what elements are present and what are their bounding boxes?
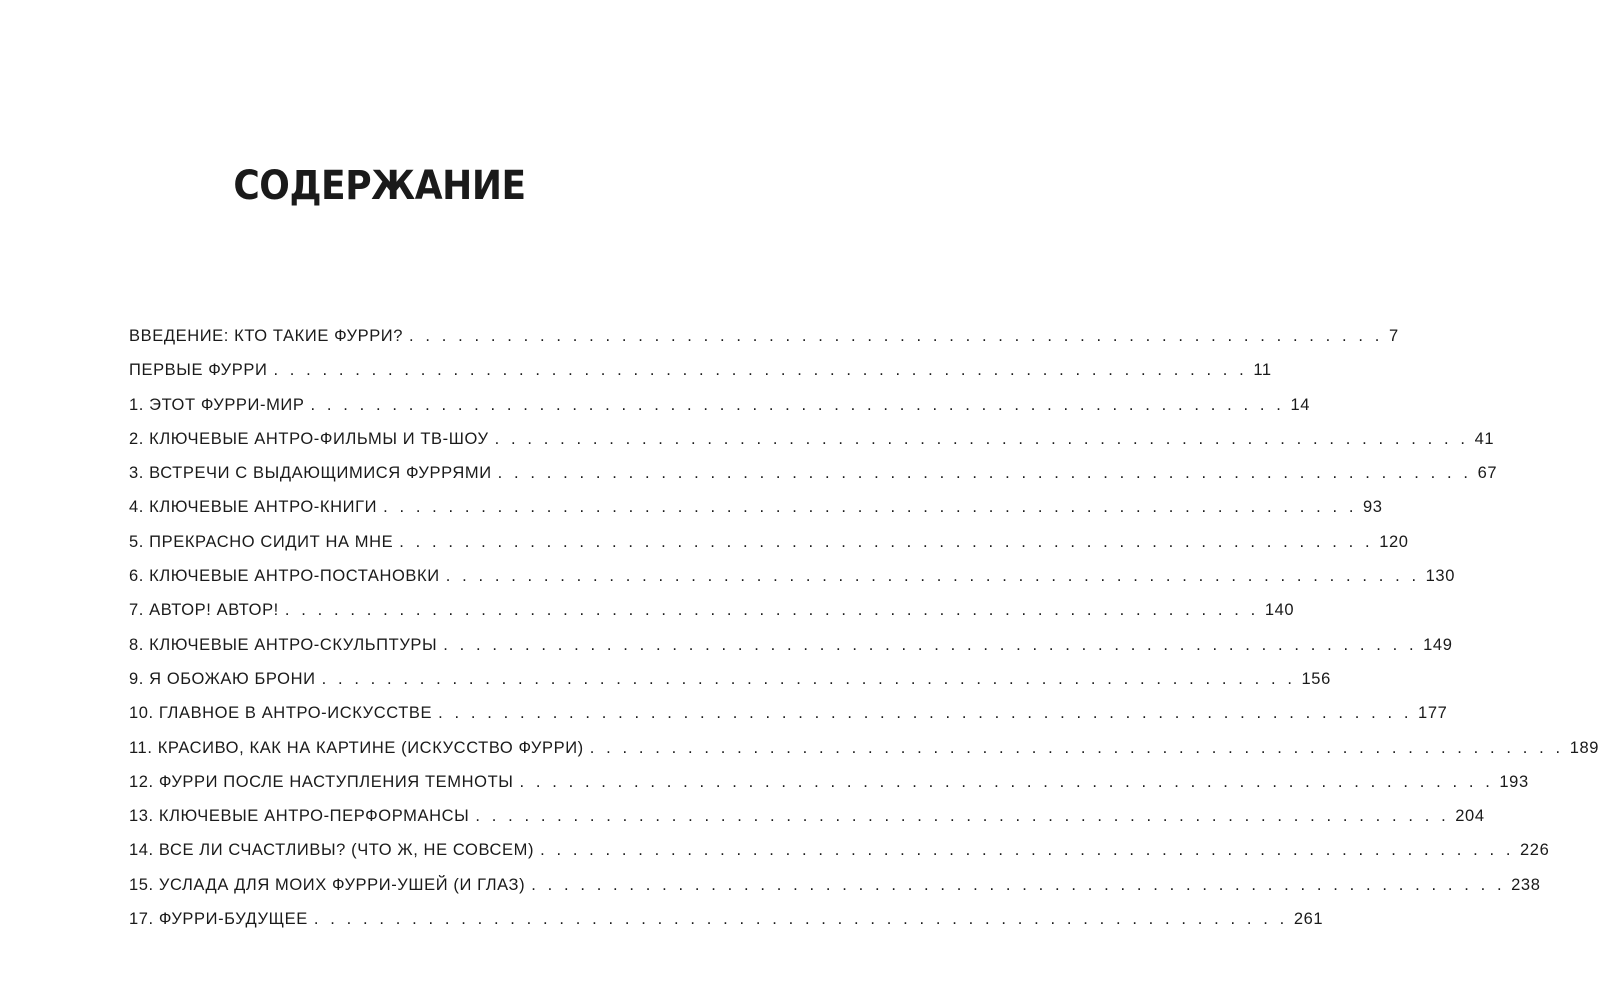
toc-entry-title: 15. УСЛАДА ДЛЯ МОИХ ФУРРИ-УШЕЙ (И ГЛАЗ) [129, 875, 526, 894]
dot-leader: . . . . . . . . . . . . . . . . . . . . . . . . . . . . . . . . . . . . . . . . . . . . . . . . . . . . . . . . . . . . [519, 772, 1494, 791]
dot-leader: . . . . . . . . . . . . . . . . . . . . . . . . . . . . . . . . . . . . . . . . . . . . . . . . . . . . . . . . . . . . [383, 498, 1358, 517]
toc-entry-title: ВВЕДЕНИЕ: КТО ТАКИЕ ФУРРИ? [129, 327, 404, 345]
toc-entry[interactable] [129, 601, 1295, 635]
toc-entry-page: 93 [1363, 498, 1383, 517]
toc-entry[interactable] [129, 704, 1448, 738]
dot-leader: . . . . . . . . . . . . . . . . . . . . . . . . . . . . . . . . . . . . . . . . . . . . . . . . . . . . . . . . . . . . [589, 738, 1564, 757]
toc-entry[interactable] [129, 807, 1485, 841]
toc-entry[interactable] [129, 532, 1409, 567]
toc-entry-title: 8. КЛЮЧЕВЫЕ АНТРО-СКУЛЬПТУРЫ [129, 635, 438, 654]
toc-entry-title: 7. АВТОР! АВТОР! [129, 601, 279, 620]
toc-entry[interactable] [129, 327, 1399, 361]
toc-entry-title: 17. ФУРРИ-БУДУЩЕЕ [129, 910, 308, 929]
toc-entry-title: ПЕРВЫЕ ФУРРИ [129, 361, 268, 380]
toc-entry[interactable] [129, 841, 1550, 875]
toc-entry[interactable] [129, 669, 1331, 704]
toc-entry-title: 11. КРАСИВО, КАК НА КАРТИНЕ (ИСКУССТВО ФУРРИ) [129, 738, 584, 757]
dot-leader: . . . . . . . . . . . . . . . . . . . . . . . . . . . . . . . . . . . . . . . . . . . . . . . . . . . . . . . . . . . . [497, 464, 1472, 483]
toc-entry-page: 14 [1290, 395, 1310, 414]
toc-entry-page: 226 [1520, 841, 1550, 860]
toc-entry-page: 11 [1253, 361, 1272, 380]
toc-entry-page: 261 [1293, 910, 1324, 929]
toc-entry-page: 193 [1499, 772, 1529, 791]
toc-entry-page: 7 [1388, 327, 1399, 345]
toc-entry-title: 9. Я ОБОЖАЮ БРОНИ [129, 669, 316, 688]
toc-entry[interactable] [129, 875, 1541, 910]
toc-entry-title: 3. ВСТРЕЧИ С ВЫДАЮЩИМИСЯ ФУРРЯМИ [129, 464, 492, 483]
dot-leader: . . . . . . . . . . . . . . . . . . . . . . . . . . . . . . . . . . . . . . . . . . . . . . . . . . . . . . . . . . . . [443, 635, 1418, 654]
dot-leader: . . . . . . . . . . . . . . . . . . . . . . . . . . . . . . . . . . . . . . . . . . . . . . . . . . . . . . . . . . . . [494, 429, 1469, 448]
dot-leader: . . . . . . . . . . . . . . . . . . . . . . . . . . . . . . . . . . . . . . . . . . . . . . . . . . . . . . . . . . . . [273, 361, 1248, 380]
toc-entry-title: 4. КЛЮЧЕВЫЕ АНТРО-КНИГИ [129, 498, 378, 517]
toc-entry-page: 189 [1569, 738, 1599, 757]
toc-entry-page: 156 [1301, 669, 1331, 688]
toc-entry-title: 6. КЛЮЧЕВЫЕ АНТРО-ПОСТАНОВКИ [129, 567, 440, 586]
toc-entry-page: 177 [1418, 704, 1448, 723]
dot-leader: . . . . . . . . . . . . . . . . . . . . . . . . . . . . . . . . . . . . . . . . . . . . . . . . . . . . . . . . . . . . [313, 910, 1288, 929]
dot-leader: . . . . . . . . . . . . . . . . . . . . . . . . . . . . . . . . . . . . . . . . . . . . . . . . . . . . . . . . . . . . [445, 567, 1420, 586]
dot-leader: . . . . . . . . . . . . . . . . . . . . . . . . . . . . . . . . . . . . . . . . . . . . . . . . . . . . . . . . . . . . [475, 807, 1450, 826]
toc-entry[interactable] [129, 429, 1495, 464]
toc-entry-title: 2. КЛЮЧЕВЫЕ АНТРО-ФИЛЬМЫ И ТВ-ШОУ [129, 429, 489, 448]
toc-entry-title: 5. ПРЕКРАСНО СИДИТ НА МНЕ [129, 532, 394, 551]
toc-entry[interactable] [129, 772, 1529, 807]
toc-entry[interactable] [129, 738, 1599, 773]
toc-entry-title: 14. ВСЕ ЛИ СЧАСТЛИВЫ? (ЧТО Ж, НЕ СОВСЕМ) [129, 841, 535, 860]
page-title: СОДЕРЖАНИЕ [233, 163, 526, 209]
dot-leader: . . . . . . . . . . . . . . . . . . . . . . . . . . . . . . . . . . . . . . . . . . . . . . . . . . . . . . . . . . . . [438, 704, 1413, 723]
dot-leader: . . . . . . . . . . . . . . . . . . . . . . . . . . . . . . . . . . . . . . . . . . . . . . . . . . . . . . . . . . . . [284, 601, 1259, 620]
toc-entry[interactable] [129, 498, 1383, 532]
toc-entry-title: 10. ГЛАВНОЕ В АНТРО-ИСКУССТВЕ [129, 704, 433, 723]
toc-entry[interactable] [129, 635, 1453, 670]
table-of-contents [129, 327, 1599, 944]
toc-entry-page: 130 [1425, 567, 1455, 586]
toc-entry[interactable] [129, 464, 1498, 498]
toc-entry-page: 41 [1474, 429, 1495, 448]
toc-entry[interactable] [129, 395, 1310, 430]
toc-entry-page: 140 [1264, 601, 1295, 620]
toc-entry[interactable] [129, 567, 1455, 601]
toc-entry-page: 149 [1423, 635, 1453, 654]
dot-leader: . . . . . . . . . . . . . . . . . . . . . . . . . . . . . . . . . . . . . . . . . . . . . . . . . . . . . . . . . . . . [531, 875, 1506, 894]
toc-entry[interactable] [129, 910, 1324, 944]
toc-entry[interactable] [129, 361, 1272, 395]
toc-entry-page: 67 [1477, 464, 1498, 483]
toc-entry-title: 12. ФУРРИ ПОСЛЕ НАСТУПЛЕНИЯ ТЕМНОТЫ [129, 772, 514, 791]
dot-leader: . . . . . . . . . . . . . . . . . . . . . . . . . . . . . . . . . . . . . . . . . . . . . . . . . . . . . . . . . . . . [321, 669, 1296, 688]
toc-entry-page: 120 [1379, 532, 1409, 551]
toc-entry-title: 1. ЭТОТ ФУРРИ-МИР [129, 395, 305, 414]
dot-leader: . . . . . . . . . . . . . . . . . . . . . . . . . . . . . . . . . . . . . . . . . . . . . . . . . . . . . . . . . . . . [399, 532, 1374, 551]
dot-leader: . . . . . . . . . . . . . . . . . . . . . . . . . . . . . . . . . . . . . . . . . . . . . . . . . . . . . . . . . . . . [540, 841, 1515, 860]
toc-entry-page: 204 [1455, 807, 1485, 826]
toc-entry-page: 238 [1511, 875, 1541, 894]
toc-entry-title: 13. КЛЮЧЕВЫЕ АНТРО-ПЕРФОРМАНСЫ [129, 807, 470, 826]
dot-leader: . . . . . . . . . . . . . . . . . . . . . . . . . . . . . . . . . . . . . . . . . . . . . . . . . . . . . . . . . . . . [310, 395, 1285, 414]
dot-leader: . . . . . . . . . . . . . . . . . . . . . . . . . . . . . . . . . . . . . . . . . . . . . . . . . . . . . . . . . . . . [409, 327, 1383, 345]
